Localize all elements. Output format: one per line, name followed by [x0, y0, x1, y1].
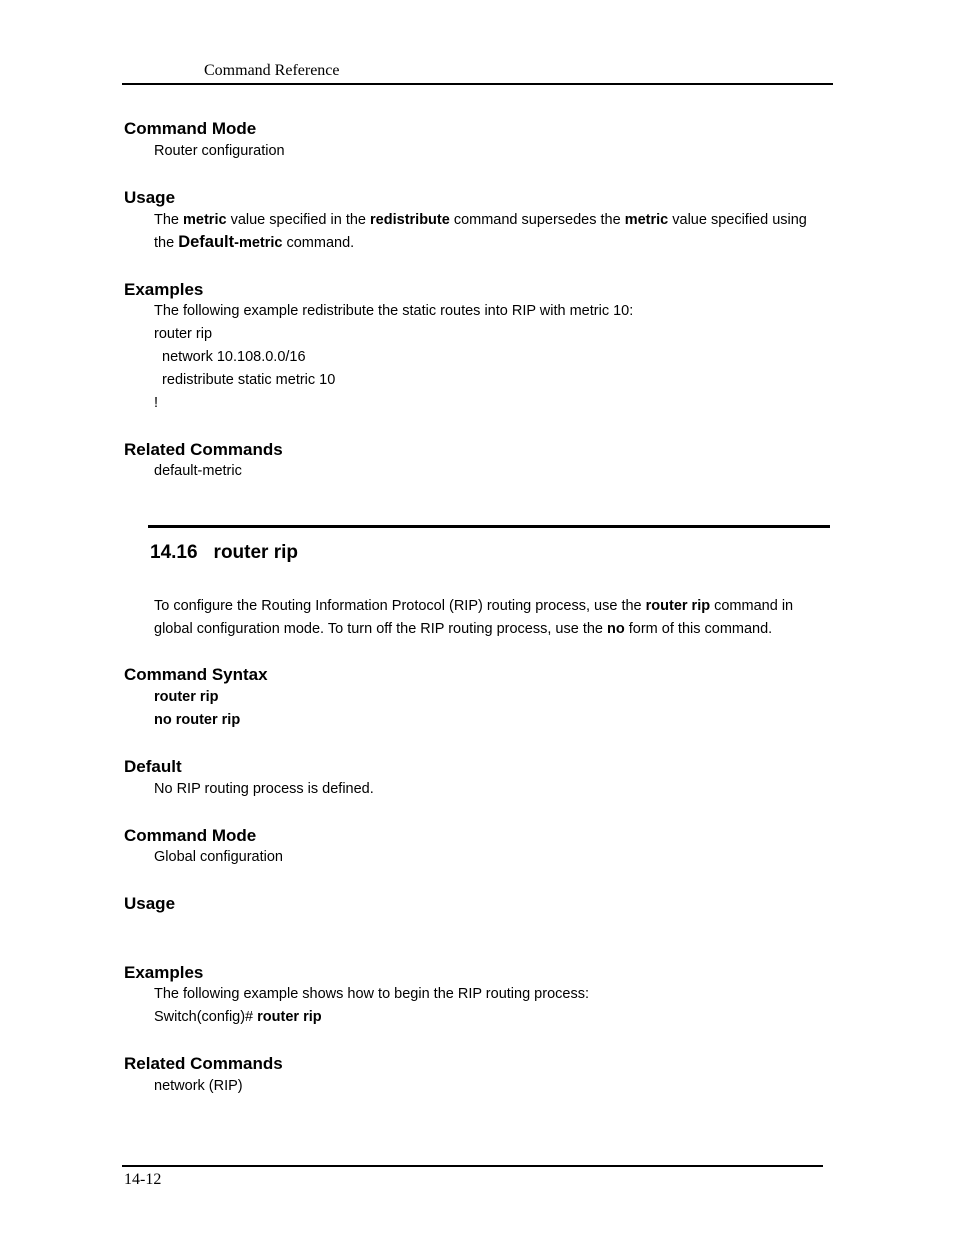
command-mode-text: Global configuration — [154, 849, 283, 865]
usage-text-line-2: the Default-metric command. — [154, 233, 355, 251]
example-line: router rip — [154, 326, 213, 342]
examples-heading: Examples — [124, 963, 204, 982]
examples-intro: The following example redistribute the static routes into RIP with metric 10: — [154, 303, 634, 319]
command-mode-text: Router configuration — [154, 143, 285, 159]
header-rule — [122, 83, 833, 85]
command-syntax-heading: Command Syntax — [124, 665, 268, 684]
command-mode-heading: Command Mode — [124, 119, 257, 138]
section-rule — [148, 525, 830, 528]
command-mode-heading: Command Mode — [124, 826, 257, 845]
section-intro-line-2: global configuration mode. To turn off the RIP routing process, use the no form of this command. — [154, 621, 773, 637]
examples-intro: The following example shows how to begin the RIP routing process: — [154, 986, 589, 1002]
page-number: 14-12 — [124, 1171, 162, 1188]
section-intro-line-1: To configure the Routing Information Protocol (RIP) routing process, use the router rip command in — [154, 598, 794, 614]
related-commands-heading: Related Commands — [124, 1054, 283, 1073]
related-commands-heading: Related Commands — [124, 440, 283, 459]
section-title: 14.16 router rip — [150, 542, 298, 563]
running-header: Command Reference — [204, 62, 340, 79]
examples-heading: Examples — [124, 280, 204, 299]
usage-heading: Usage — [124, 894, 176, 913]
usage-heading: Usage — [124, 188, 176, 207]
syntax-line: no router rip — [154, 712, 241, 728]
syntax-line: router rip — [154, 689, 219, 705]
related-command: network (RIP) — [154, 1078, 243, 1094]
example-line: ! — [154, 395, 159, 411]
example-line: network 10.108.0.0/16 — [154, 349, 306, 365]
default-heading: Default — [124, 757, 182, 776]
related-command: default-metric — [154, 463, 242, 479]
footer-rule — [122, 1165, 823, 1167]
example-command-line: Switch(config)# router rip — [154, 1009, 322, 1025]
usage-text-line-1: The metric value specified in the redistribute command supersedes the metric value specified using — [154, 212, 807, 228]
example-line: redistribute static metric 10 — [154, 372, 336, 388]
default-text: No RIP routing process is defined. — [154, 781, 374, 797]
